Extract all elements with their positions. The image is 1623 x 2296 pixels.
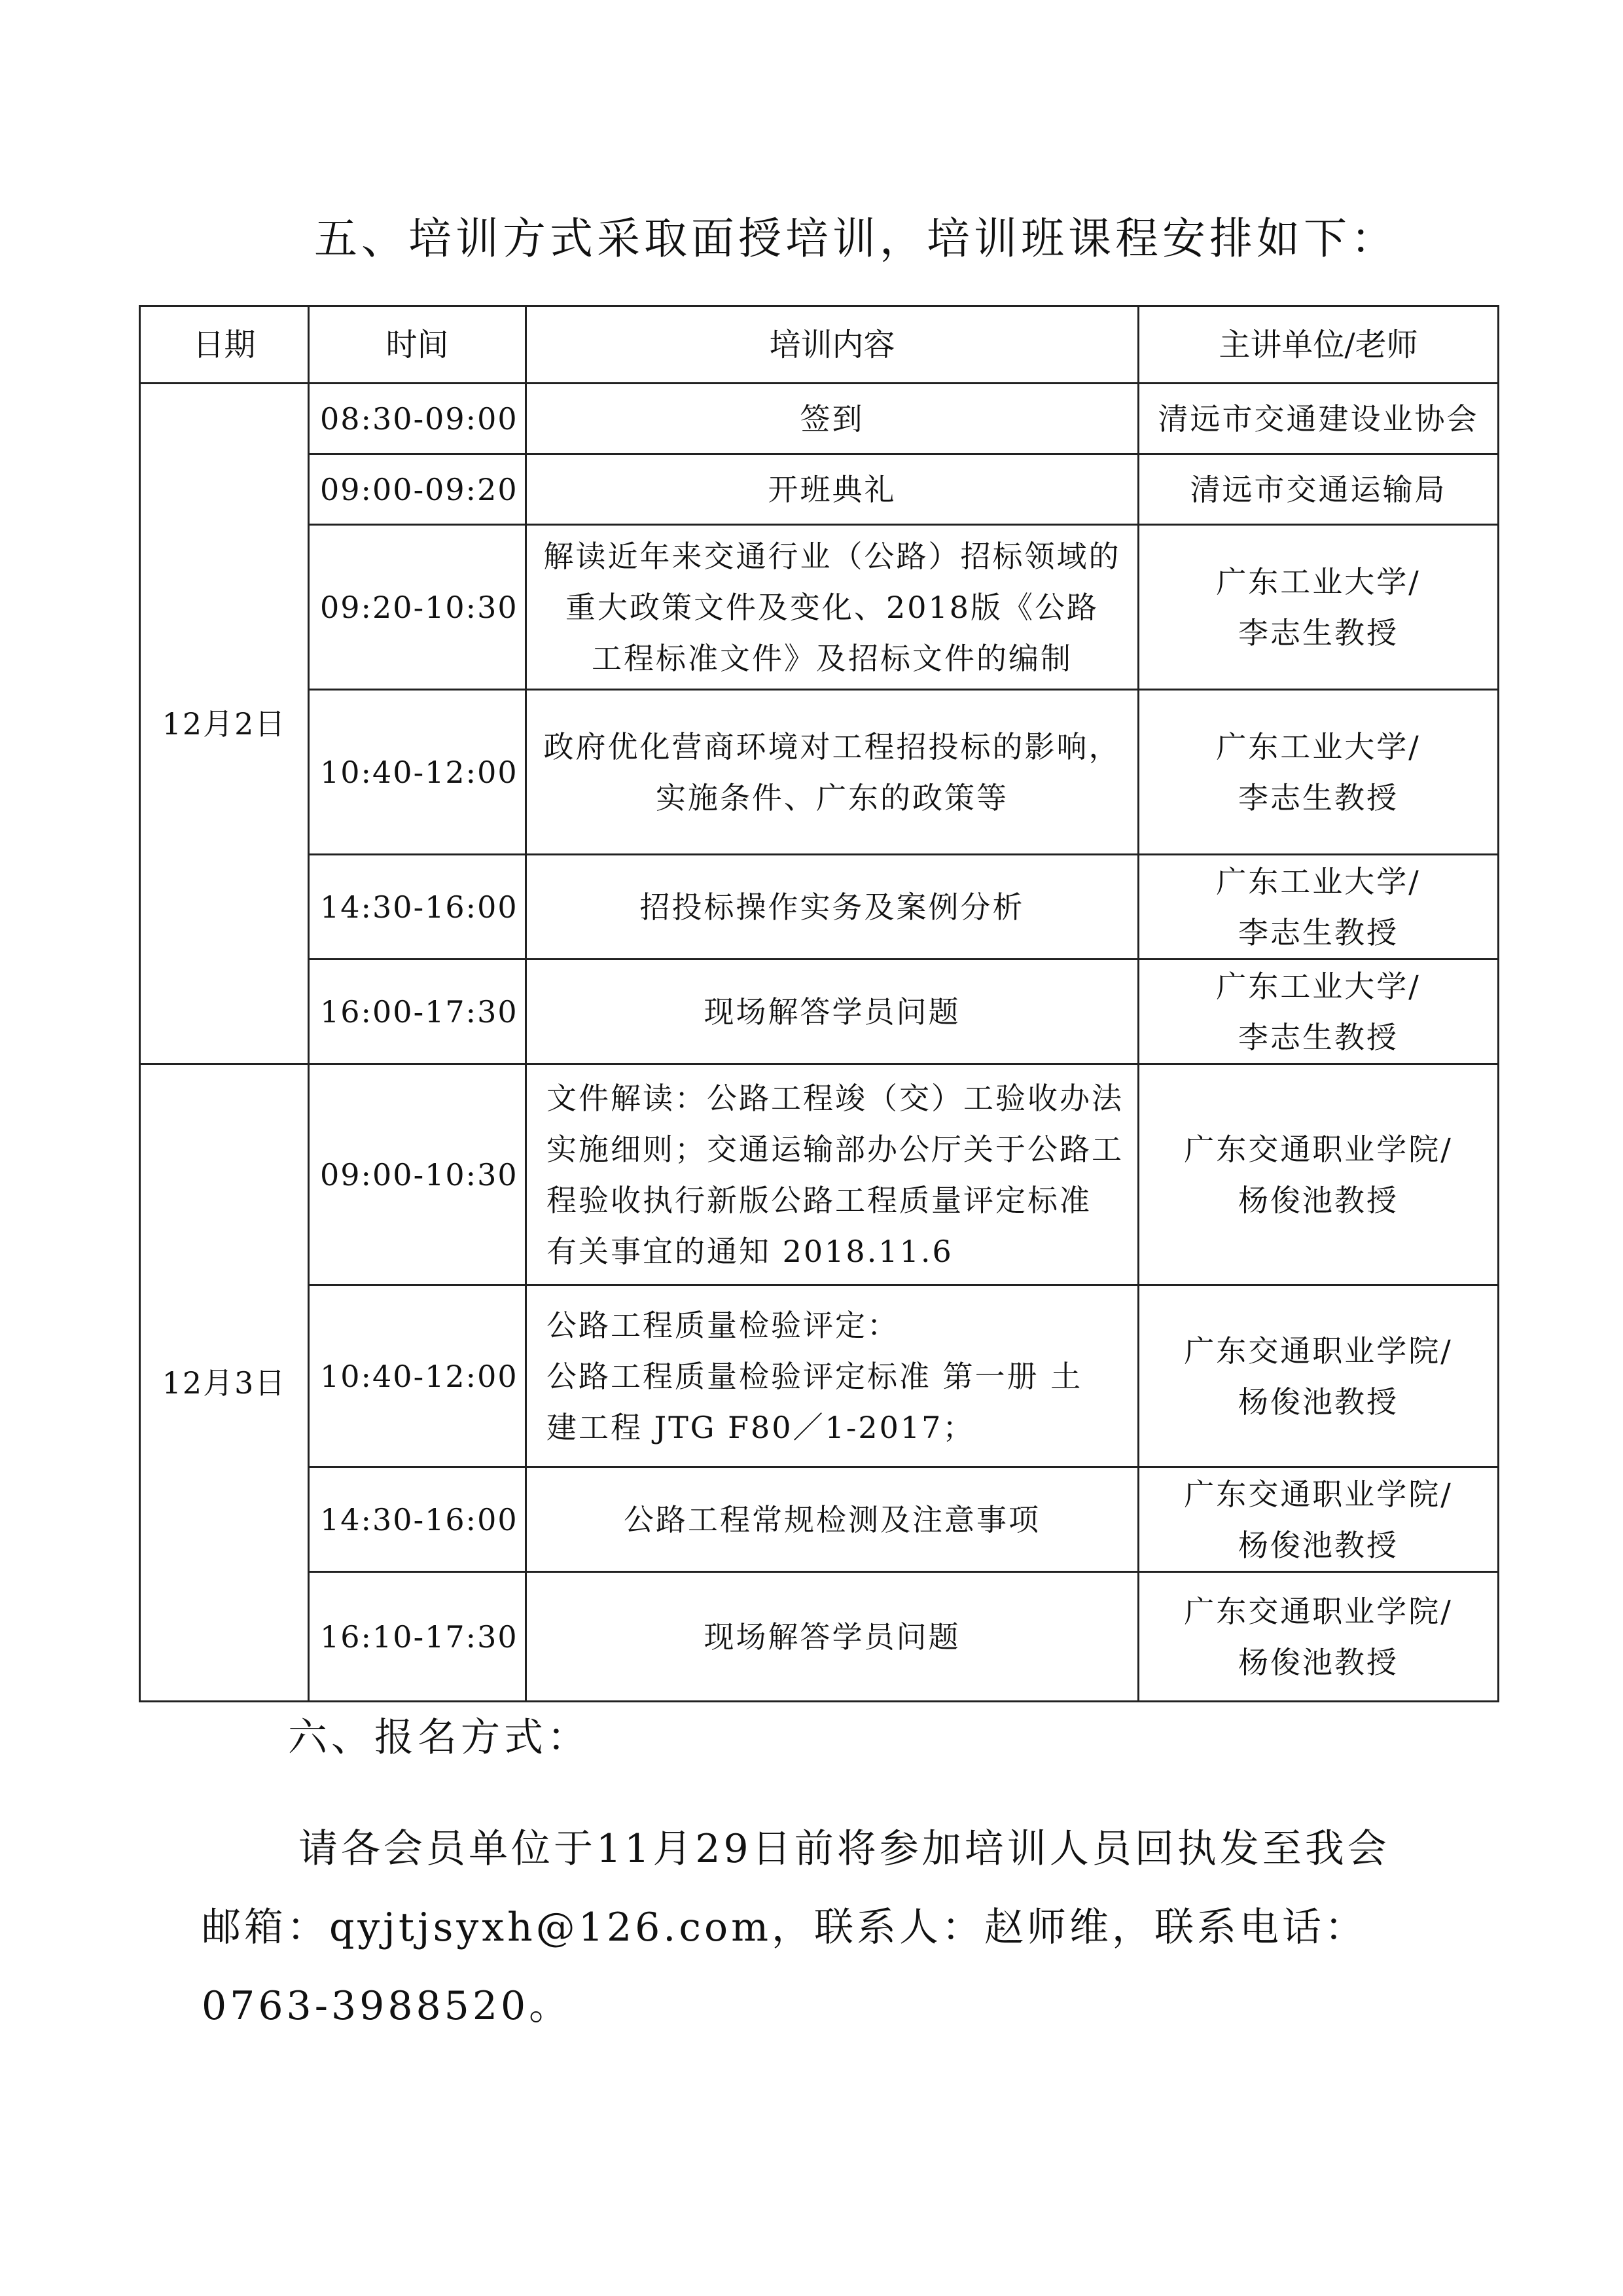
lecturer-cell — [1139, 960, 1499, 1064]
content-line: 有关事宜的通知 2018.11.6 — [546, 1233, 954, 1269]
content-cell — [526, 1064, 1139, 1285]
content-line: 政府优化营商环境对工程招投标的影响， — [543, 728, 1121, 764]
table-row — [140, 1064, 1499, 1285]
lecturer-line: 广东交通职业学院/ — [1184, 1593, 1453, 1629]
content-line: 现场解答学员问题 — [704, 994, 961, 1030]
content-line: 开班典礼 — [768, 471, 897, 507]
content-cell — [526, 690, 1139, 855]
table-row — [140, 690, 1499, 855]
table-row — [140, 960, 1499, 1064]
content-line: 实施细则；交通运输部办公厅关于公路工 — [546, 1131, 1124, 1167]
content-line: 工程标准文件》及招标文件的编制 — [592, 640, 1073, 676]
registration-line-3: 0763-3988520。 — [202, 1983, 572, 2029]
content-line: 招投标操作实务及案例分析 — [639, 889, 1025, 925]
lecturer-cell — [1139, 1064, 1499, 1285]
content-cell — [526, 525, 1139, 690]
lecturer-line: 广东交通职业学院/ — [1184, 1333, 1453, 1369]
lecturer-line: 清远市交通运输局 — [1190, 471, 1447, 507]
lecturer-line: 李志生教授 — [1238, 1019, 1399, 1055]
table-header-row — [140, 306, 1499, 384]
time-cell: 09:00-10:30 — [309, 1064, 526, 1285]
content-cell — [526, 1467, 1139, 1572]
date-cell-day1: 12月2日 — [140, 384, 309, 1064]
time-cell: 09:20-10:30 — [309, 525, 526, 690]
lecturer-cell — [1139, 1285, 1499, 1467]
lecturer-line: 广东工业大学/ — [1216, 968, 1421, 1004]
content-line: 公路工程质量检验评定标准 第一册 土 — [546, 1358, 1083, 1394]
content-line: 程验收执行新版公路工程质量评定标准 — [546, 1182, 1092, 1218]
table-row — [140, 1572, 1499, 1702]
lecturer-line: 杨俊池教授 — [1238, 1384, 1399, 1420]
content-line: 文件解读：公路工程竣（交）工验收办法 — [546, 1080, 1124, 1116]
lecturer-line: 杨俊池教授 — [1238, 1527, 1399, 1563]
content-cell — [526, 384, 1139, 454]
schedule-table — [139, 305, 1499, 1702]
lecturer-line: 杨俊池教授 — [1238, 1644, 1399, 1680]
lecturer-cell — [1139, 690, 1499, 855]
time-cell: 10:40-12:00 — [309, 1285, 526, 1467]
header-lecturer: 主讲单位/老师 — [1139, 306, 1499, 384]
lecturer-line: 李志生教授 — [1238, 780, 1399, 816]
date-cell-day2: 12月3日 — [140, 1064, 309, 1702]
table-row — [140, 384, 1499, 454]
lecturer-line: 广东工业大学/ — [1216, 564, 1421, 600]
lecturer-line: 清远市交通建设业协会 — [1158, 401, 1479, 437]
header-time: 时间 — [309, 306, 526, 384]
table-row — [140, 1285, 1499, 1467]
registration-line-1: 请各会员单位于11月29日前将参加培训人员回执发至我会 — [298, 1826, 1390, 1872]
content-cell — [526, 454, 1139, 525]
table-row — [140, 1467, 1499, 1572]
content-line: 建工程 JTG F80／1-2017； — [546, 1409, 975, 1445]
table-row — [140, 454, 1499, 525]
table-row — [140, 855, 1499, 960]
content-line: 解读近年来交通行业（公路）招标领域的 — [543, 538, 1121, 574]
time-cell: 08:30-09:00 — [309, 384, 526, 454]
content-line: 签到 — [800, 401, 865, 437]
lecturer-line: 广东工业大学/ — [1216, 863, 1421, 899]
time-cell: 16:00-17:30 — [309, 960, 526, 1064]
content-cell — [526, 1285, 1139, 1467]
table-row — [140, 525, 1499, 690]
lecturer-cell — [1139, 1572, 1499, 1702]
content-cell — [526, 1572, 1139, 1702]
lecturer-line: 广东交通职业学院/ — [1184, 1476, 1453, 1512]
lecturer-line: 广东交通职业学院/ — [1184, 1131, 1453, 1167]
lecturer-cell — [1139, 855, 1499, 960]
lecturer-cell — [1139, 525, 1499, 690]
time-cell: 14:30-16:00 — [309, 855, 526, 960]
time-cell: 14:30-16:00 — [309, 1467, 526, 1572]
time-cell: 16:10-17:30 — [309, 1572, 526, 1702]
content-line: 公路工程质量检验评定： — [546, 1307, 899, 1343]
lecturer-line: 广东工业大学/ — [1216, 728, 1421, 764]
content-line: 实施条件、广东的政策等 — [656, 780, 1008, 816]
content-cell — [526, 960, 1139, 1064]
section-6-heading: 六、报名方式： — [288, 1715, 590, 1761]
lecturer-cell — [1139, 1467, 1499, 1572]
content-line: 现场解答学员问题 — [704, 1619, 961, 1655]
content-line: 重大政策文件及变化、2018版《公路 — [565, 589, 1099, 625]
lecturer-line: 杨俊池教授 — [1238, 1182, 1399, 1218]
lecturer-line: 李志生教授 — [1238, 914, 1399, 950]
header-content: 培训内容 — [526, 306, 1139, 384]
lecturer-cell — [1139, 454, 1499, 525]
time-cell: 10:40-12:00 — [309, 690, 526, 855]
lecturer-line: 李志生教授 — [1238, 615, 1399, 651]
content-line: 公路工程常规检测及注意事项 — [624, 1501, 1041, 1537]
section-5-heading: 五、培训方式采取面授培训，培训班课程安排如下： — [314, 213, 1398, 264]
lecturer-cell — [1139, 384, 1499, 454]
header-date: 日期 — [140, 306, 309, 384]
content-cell — [526, 855, 1139, 960]
registration-line-2: 邮箱：qyjtjsyxh@126.com，联系人：赵师维，联系电话： — [202, 1905, 1368, 1950]
time-cell: 09:00-09:20 — [309, 454, 526, 525]
